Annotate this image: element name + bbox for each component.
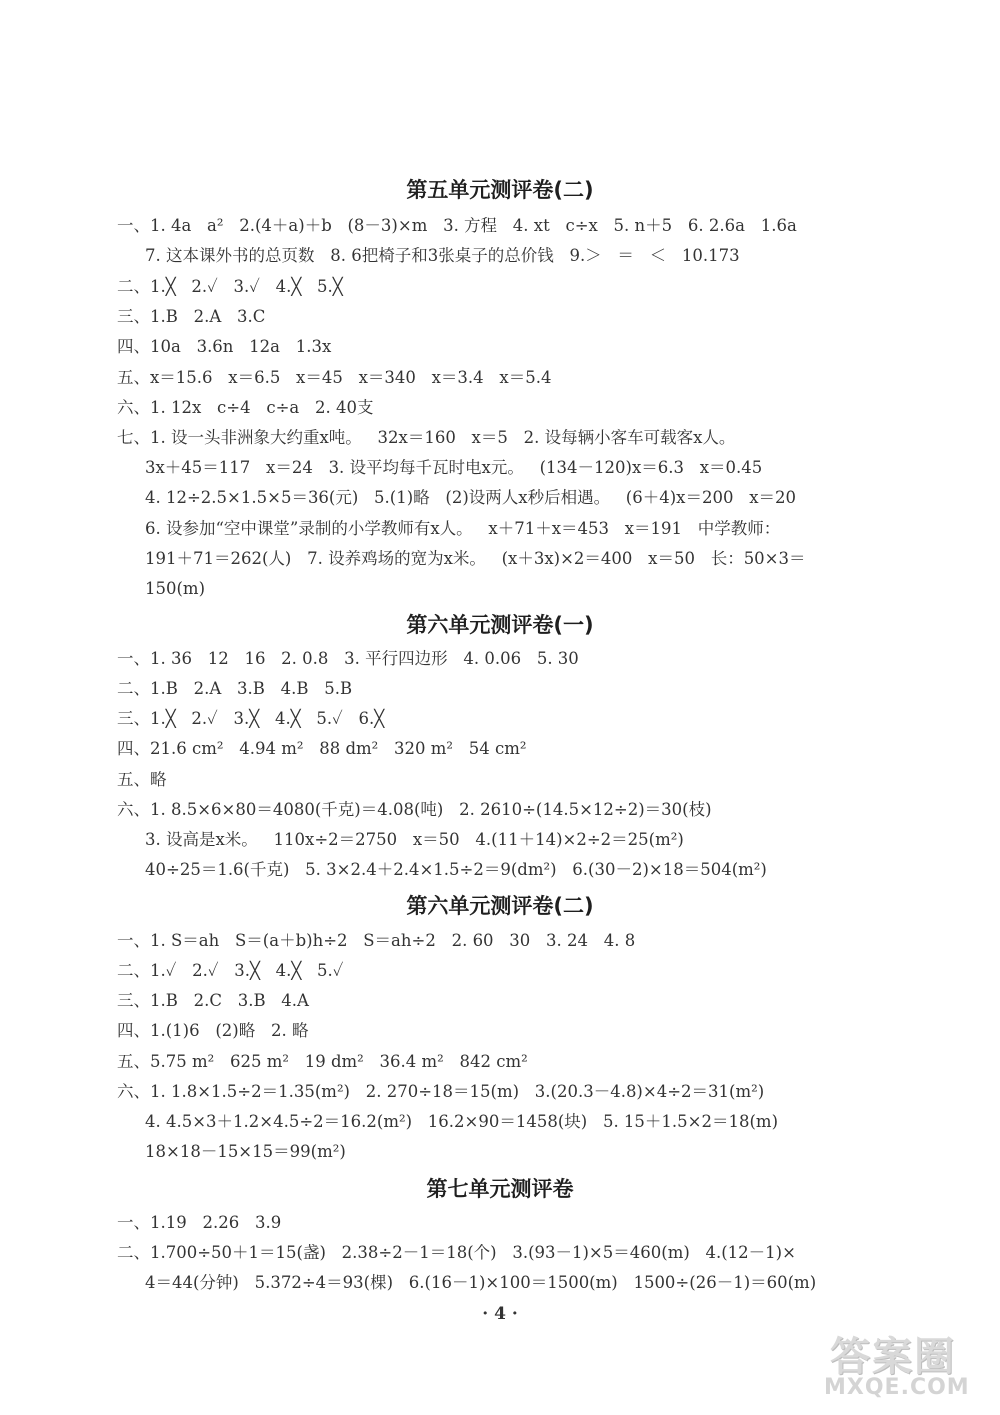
answer-line: 3x＋45＝117 x＝24 3. 设平均每千瓦时电x元。 (134－120)x＝6.3 x＝0.45: [145, 458, 763, 477]
answer-line: 一、1.19 2.26 3.9: [117, 1213, 282, 1232]
answer-line: 五、5.75 m² 625 m² 19 dm² 36.4 m² 842 cm²: [117, 1052, 528, 1071]
answer-line: 六、1. 12x c÷4 c÷a 2. 40支: [117, 398, 374, 417]
answer-line: 三、1.B 2.C 3.B 4.A: [117, 991, 309, 1010]
answer-line: 二、1.B 2.A 3.B 4.B 5.B: [117, 679, 353, 698]
answer-line: 二、1.✓ 2.✓ 3.╳ 4.╳ 5.✓: [117, 961, 344, 980]
section-title-unit5-test2: 第五单元测评卷(二): [406, 178, 594, 202]
answer-line: 三、1.╳ 2.✓ 3.╳ 4.╳ 5.✓ 6.╳: [117, 709, 385, 728]
answer-line: 6. 设参加“空中课堂”录制的小学教师有x人。 x＋71＋x＝453 x＝191 中学教师：: [145, 519, 781, 538]
answer-line: 191＋71＝262(人) 7. 设养鸡场的宽为x米。 (x＋3x)×2＝400 x＝50 长：50×3＝: [145, 549, 806, 568]
answer-line: 六、1. 1.8×1.5÷2＝1.35(m²) 2. 270÷18＝15(m) 3.(20.3－4.8)×4÷2＝31(m²): [117, 1082, 765, 1101]
answer-line: 一、1. 4a a² 2.(4＋a)＋b (8－3)×m 3. 方程 4. xt c÷x 5. n＋5 6. 2.6a 1.6a: [117, 216, 797, 235]
answer-line: 四、10a 3.6n 12a 1.3x: [117, 337, 332, 356]
answer-line: 四、1.(1)6 (2)略 2. 略: [117, 1021, 309, 1040]
page-number: · 4 ·: [482, 1304, 518, 1324]
answer-line: 二、1.╳ 2.✓ 3.✓ 4.╳ 5.╳: [117, 277, 343, 296]
answer-line: 五、x＝15.6 x＝6.5 x＝45 x＝340 x＝3.4 x＝5.4: [117, 368, 552, 387]
section-title-unit6-test2: 第六单元测评卷(二): [406, 894, 594, 918]
answer-line: 三、1.B 2.A 3.C: [117, 307, 266, 326]
watermark-logo: [818, 1325, 993, 1405]
answer-line: 40÷25＝1.6(千克) 5. 3×2.4＋2.4×1.5÷2＝9(dm²) 6.(30－2)×18＝504(m²): [145, 860, 767, 879]
answer-line: 7. 这本课外书的总页数 8. 6把椅子和3张桌子的总价钱 9.＞ ＝ ＜ 10.173: [145, 246, 740, 265]
answer-line: 四、21.6 cm² 4.94 m² 88 dm² 320 m² 54 cm²: [117, 739, 527, 758]
answer-line: 七、1. 设一头非洲象大约重x吨。 32x＝160 x＝5 2. 设每辆小客车可载客x人。: [117, 428, 736, 447]
section-title-unit7-test: 第七单元测评卷: [426, 1177, 574, 1201]
section-title-unit6-test1: 第六单元测评卷(一): [406, 613, 594, 637]
answer-line: 4＝44(分钟) 5.372÷4＝93(棵) 6.(16－1)×100＝1500(m) 1500÷(26－1)＝60(m): [145, 1273, 817, 1292]
watermark-url: MXQE.COM: [824, 1375, 970, 1400]
answer-line: 18×18－15×15＝99(m²): [145, 1142, 346, 1161]
watermark-title: 答案圈: [830, 1334, 956, 1380]
answer-line: 一、1. S＝ah S＝(a＋b)h÷2 S＝ah÷2 2. 60 30 3. 24 4. 8: [117, 931, 636, 950]
answer-line: 3. 设高是x米。 110x÷2＝2750 x＝50 4.(11＋14)×2÷2＝25(m²): [145, 830, 684, 849]
answer-line: 150(m): [145, 579, 206, 598]
answer-line: 五、略: [117, 770, 167, 789]
answer-line: 4. 12÷2.5×1.5×5＝36(元) 5.(1)略 (2)设两人x秒后相遇。 (6＋4)x＝200 x＝20: [145, 488, 797, 507]
answer-line: 二、1.700÷50＋1＝15(盏) 2.38÷2－1＝18(个) 3.(93－1)×5＝460(m) 4.(12－1)×: [117, 1243, 796, 1262]
answer-line: 六、1. 8.5×6×80＝4080(千克)＝4.08(吨) 2. 2610÷(14.5×12÷2)＝30(枝): [117, 800, 712, 819]
answer-line: 一、1. 36 12 16 2. 0.8 3. 平行四边形 4. 0.06 5. 30: [117, 649, 579, 668]
answer-line: 4. 4.5×3＋1.2×4.5÷2＝16.2(m²) 16.2×90＝1458(块) 5. 15＋1.5×2＝18(m): [145, 1112, 779, 1131]
